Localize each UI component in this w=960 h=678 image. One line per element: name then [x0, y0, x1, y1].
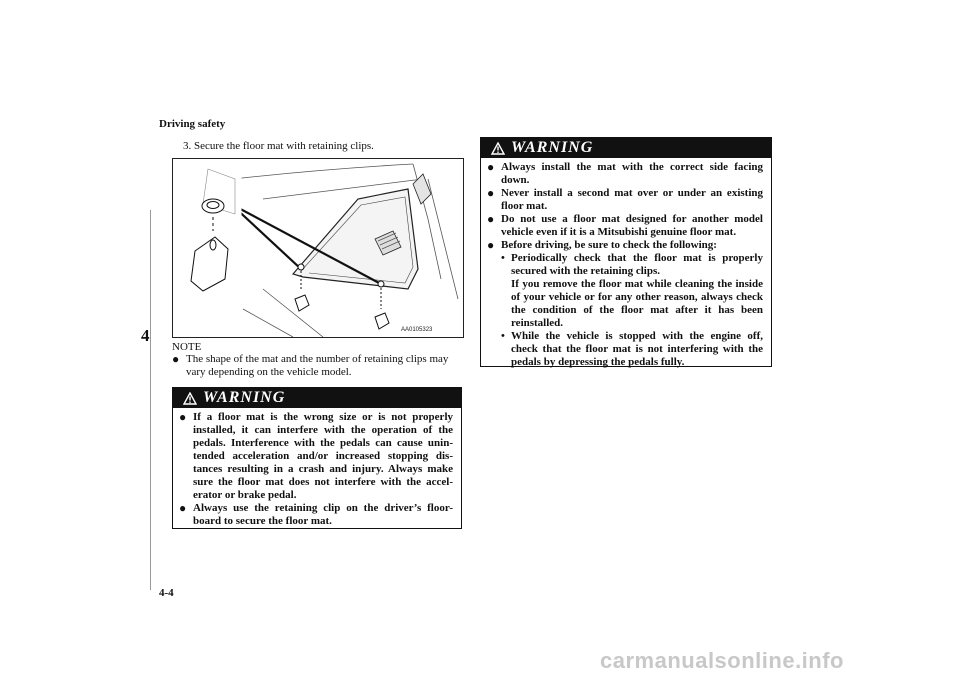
warning-item-text: Do not use a floor mat designed for another model vehicle even if it is a Mitsubishi genuine floor mat. [501, 213, 763, 238]
warning-item-text: Always install the mat with the correct side facing down. [501, 161, 763, 186]
warning-sub-item-text: Periodically check that the floor mat is properly secured with the retaining clips. [511, 252, 763, 277]
bullet: ● [487, 160, 495, 174]
warning-item-text: If a floor mat is the wrong size or is not properly installed, it can interfere with the operation of the pedals. Interference with the pedals can cause unin-tended acceleration and/or increased stopping dis-tances resulting in a crash and injury. Always make sure the floor mat does not interfere with the accel-erator or brake pedal. [193, 411, 453, 501]
bullet: ● [487, 212, 495, 226]
bullet: ● [487, 238, 495, 252]
warning-item [487, 187, 763, 213]
warning-triangle-icon [183, 392, 197, 405]
warning-item-text: Before driving, be sure to check the following: [501, 239, 717, 251]
warning-box-left [172, 387, 462, 529]
retaining-clip-closeup [173, 164, 241, 291]
warning-triangle-icon [491, 142, 505, 155]
page-number: 4-4 [159, 587, 174, 599]
warning-sub-item [487, 252, 763, 278]
note-heading: NOTE [172, 341, 202, 353]
figure-code: AA0105323 [401, 327, 433, 333]
brake-pedal [413, 174, 431, 204]
watermark: carmanualsonline.info [600, 648, 844, 673]
bullet: ● [487, 186, 495, 200]
warning-title: WARNING [511, 139, 594, 156]
note-item-text: The shape of the mat and the number of retaining clips may vary depending on the vehicle model. [186, 353, 449, 378]
bullet: ● [172, 352, 180, 366]
section-title: Driving safety [159, 118, 226, 130]
warning-sub-item [487, 330, 763, 369]
warning-item-text: Always use the retaining clip on the driver’s floor-board to secure the floor mat. [193, 502, 453, 527]
note-item [172, 353, 462, 379]
warning-item [487, 239, 763, 252]
sub-bullet: • [501, 252, 505, 264]
chapter-number: 4 [141, 326, 150, 345]
sub-bullet: • [501, 330, 505, 342]
warning-title: WARNING [203, 389, 286, 406]
floor-mat [293, 189, 418, 289]
warning-content [173, 408, 461, 528]
warning-item [179, 411, 453, 502]
warning-box-right [480, 137, 772, 367]
step-instruction: 3. Secure the floor mat with retaining clips. [183, 140, 374, 152]
warning-item [487, 213, 763, 239]
bullet: ● [179, 410, 187, 424]
chapter-tab [122, 210, 151, 590]
bullet: ● [179, 501, 187, 515]
floor-mat-illustration [172, 158, 464, 338]
warning-header [173, 388, 461, 408]
warning-item-text: Never install a second mat over or under an existing floor mat. [501, 187, 763, 212]
warning-header [481, 138, 771, 158]
warning-item [487, 161, 763, 187]
warning-content [481, 158, 771, 369]
warning-sub-item-text: While the vehicle is stopped with the engine off, check that the floor mat is not interfering with the pedals by depressing the pedals fully. [511, 330, 763, 368]
warning-item [179, 502, 453, 528]
note-body [172, 353, 462, 379]
warning-sub-item-continuation: If you remove the floor mat while cleaning the inside of your vehicle or for any other reason, always check the condition of the floor mat after it has been reinstalled. [511, 278, 763, 329]
